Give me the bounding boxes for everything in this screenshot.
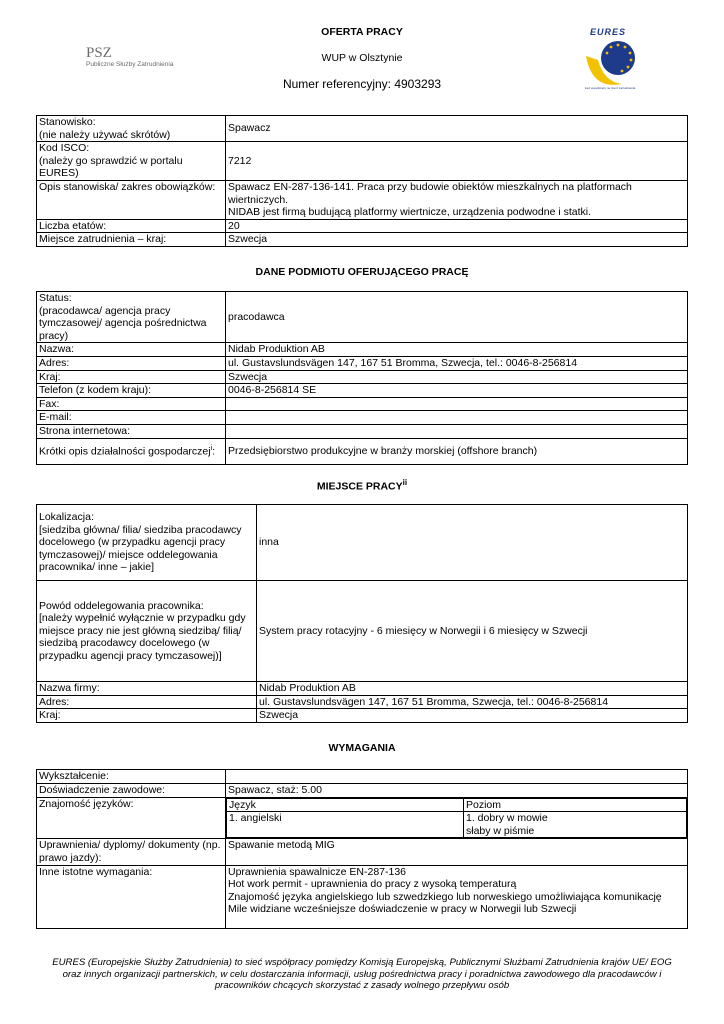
employer-name-value: Nidab Produktion AB bbox=[226, 343, 688, 357]
experience-value: Spawacz, staż: 5.00 bbox=[226, 784, 688, 798]
table-row bbox=[227, 798, 687, 812]
employer-table bbox=[36, 291, 688, 465]
table-row bbox=[37, 709, 688, 723]
employer-country-label: Kraj: bbox=[37, 370, 226, 384]
isco-value: 7212 bbox=[226, 142, 688, 181]
phone-label: Telefon (z kodem kraju): bbox=[37, 384, 226, 398]
education-label: Wykształcenie: bbox=[37, 770, 226, 784]
reason-value: System pracy rotacyjny - 6 miesięcy w Norwegii i 6 miesięcy w Szwecji bbox=[257, 581, 688, 682]
table-row bbox=[37, 233, 688, 247]
eures-logo-icon bbox=[582, 26, 638, 94]
licenses-value: Spawanie metodą MIG bbox=[226, 839, 688, 865]
psz-logo-name: Publiczne Służby Zatrudnienia bbox=[86, 61, 174, 68]
psz-logo bbox=[86, 46, 196, 69]
licenses-label: Uprawnienia/ dyplomy/ dokumenty (np. prawo jazdy): bbox=[37, 839, 226, 865]
table-row bbox=[37, 219, 688, 233]
requirements-table bbox=[36, 769, 688, 929]
workplace-section-title bbox=[0, 478, 724, 493]
website-value bbox=[226, 424, 688, 438]
location-label: Lokalizacja: [siedziba główna/ filia/ siedziba pracodawcy docelowego (w przypadku agencji pracy tymczasowej)/ miejsce oddelegowania pracownika/ inne – jakie] bbox=[37, 505, 257, 581]
table-row bbox=[37, 411, 688, 425]
table-row bbox=[37, 581, 688, 682]
location-value: inna bbox=[257, 505, 688, 581]
page-title: OFERTA PRACY bbox=[321, 26, 403, 38]
table-row bbox=[37, 384, 688, 398]
workplace-country-label: Kraj: bbox=[37, 709, 257, 723]
workplace-country-value: Szwecja bbox=[257, 709, 688, 723]
experience-label: Doświadczenie zawodowe: bbox=[37, 784, 226, 798]
activity-value: Przedsiębiorstwo produkcyjne w branży morskiej (offshore branch) bbox=[226, 438, 688, 464]
table-row bbox=[37, 356, 688, 370]
employer-country-value: Szwecja bbox=[226, 370, 688, 384]
email-value bbox=[226, 411, 688, 425]
reason-label: Powód oddelegowania pracownika: [należy wypełnić wyłącznie w przypadku gdy miejsce pracy nie jest główną siedzibą/ filią/ siedzibą pracodawcy docelowego (w przypadku agencji pracy tymczasowej)] bbox=[37, 581, 257, 682]
employer-address-value: ul. Gustavslundsvägen 147, 167 51 Bromma, Szwecja, tel.: 0046-8-256814 bbox=[226, 356, 688, 370]
svg-text:EURES: EURES bbox=[590, 27, 627, 37]
table-row bbox=[37, 424, 688, 438]
languages-cell bbox=[226, 797, 688, 839]
workplace-address-label: Adres: bbox=[37, 695, 257, 709]
description-label: Opis stanowiska/ zakres obowiązków: bbox=[37, 180, 226, 219]
eures-logo bbox=[582, 26, 638, 94]
reference-number: Numer referencyjny: 4903293 bbox=[282, 77, 442, 91]
footnote-marker: ii bbox=[402, 478, 408, 487]
table-row bbox=[37, 116, 688, 142]
activity-label bbox=[37, 438, 226, 464]
eures-logo-tagline: sieć współpracy na rzecz zatrudnienia bbox=[584, 86, 636, 90]
table-row bbox=[37, 695, 688, 709]
table-row bbox=[37, 370, 688, 384]
activity-label-colon: : bbox=[212, 445, 216, 458]
workplace-title-text: MIEJSCE PRACY bbox=[316, 480, 403, 493]
table-row bbox=[37, 438, 688, 464]
table-row bbox=[37, 839, 688, 865]
phone-value: 0046-8-256814 SE bbox=[226, 384, 688, 398]
table-row bbox=[37, 180, 688, 219]
email-label: E-mail: bbox=[37, 411, 226, 425]
workplace-address-value: ul. Gustavslundsvägen 147, 167 51 Bromma, Szwecja, tel.: 0046-8-256814 bbox=[257, 695, 688, 709]
language-column-header: Język bbox=[227, 798, 464, 812]
office-name: WUP w Olsztynie bbox=[321, 52, 403, 64]
position-label: Stanowisko: (nie należy używać skrótów) bbox=[37, 116, 226, 142]
table-row bbox=[37, 505, 688, 581]
table-row bbox=[37, 797, 688, 839]
workplace-table bbox=[36, 504, 688, 723]
table-row bbox=[37, 770, 688, 784]
country-label: Miejsce zatrudnienia – kraj: bbox=[37, 233, 226, 247]
footer-note: EURES (Europejskie Służby Zatrudnienia) to sieć współpracy pomiędzy Komisją Europejską, Publicznymi Służbami Zatrudnienia krajów UE/ EOG oraz innych organizacji partnerskich, w celu dostarczania informacji, usług pośrednictwa pracy i poradnictwa zawodowego dla pracodawców i pracowników chcących skorzystać z zasady wolnego przepływu osób bbox=[52, 957, 672, 992]
table-row bbox=[37, 784, 688, 798]
employer-name-label: Nazwa: bbox=[37, 343, 226, 357]
count-label: Liczba etatów: bbox=[37, 219, 226, 233]
level-column-header: Poziom bbox=[464, 798, 687, 812]
language-value: 1. angielski bbox=[227, 812, 464, 838]
count-value: 20 bbox=[226, 219, 688, 233]
fax-label: Fax: bbox=[37, 397, 226, 411]
firm-name-label: Nazwa firmy: bbox=[37, 682, 257, 696]
country-value: Szwecja bbox=[226, 233, 688, 247]
table-row bbox=[37, 292, 688, 343]
table-row bbox=[37, 343, 688, 357]
education-value bbox=[226, 770, 688, 784]
offer-table bbox=[36, 115, 688, 247]
other-requirements-value: Uprawnienia spawalnicze EN-287-136 Hot work permit - uprawnienia do pracy z wysoką temperaturą Znajomość języka angielskiego lub szwedzkiego lub norweskiego umożliwiająca komunikację Mile widziane wcześniejsze doświadczenie w pracy w Norwegii lub Szwecji bbox=[226, 865, 688, 928]
isco-label: Kod ISCO: (należy go sprawdzić w portalu EURES) bbox=[37, 142, 226, 181]
languages-table bbox=[226, 798, 687, 839]
position-value: Spawacz bbox=[226, 116, 688, 142]
activity-label-text: Krótki opis działalności gospodarczej bbox=[39, 445, 211, 458]
description-value: Spawacz EN-287-136-141. Praca przy budowie obiektów mieszkalnych na platformach wiertniczych. NIDAB jest firmą budującą platformy wiertnicze, urządzenia podwodne i statki. bbox=[226, 180, 688, 219]
other-requirements-label: Inne istotne wymagania: bbox=[37, 865, 226, 928]
status-label: Status: (pracodawca/ agencja pracy tymczasowej/ agencja pośrednictwa pracy) bbox=[37, 292, 226, 343]
table-row bbox=[227, 812, 687, 838]
table-row bbox=[37, 865, 688, 928]
fax-value bbox=[226, 397, 688, 411]
languages-label: Znajomość języków: bbox=[37, 797, 226, 839]
table-row bbox=[37, 682, 688, 696]
table-row bbox=[37, 142, 688, 181]
employer-address-label: Adres: bbox=[37, 356, 226, 370]
psz-logo-abbr: PSZ bbox=[86, 45, 112, 61]
firm-name-value: Nidab Produktion AB bbox=[257, 682, 688, 696]
level-value: 1. dobry w mowie słaby w piśmie bbox=[464, 812, 687, 838]
status-value: pracodawca bbox=[226, 292, 688, 343]
footnote-marker: i bbox=[210, 445, 213, 453]
website-label: Strona internetowa: bbox=[37, 424, 226, 438]
requirements-section-title: WYMAGANIA bbox=[328, 742, 396, 754]
employer-section-title: DANE PODMIOTU OFERUJĄCEGO PRACĘ bbox=[255, 266, 469, 278]
table-row bbox=[37, 397, 688, 411]
